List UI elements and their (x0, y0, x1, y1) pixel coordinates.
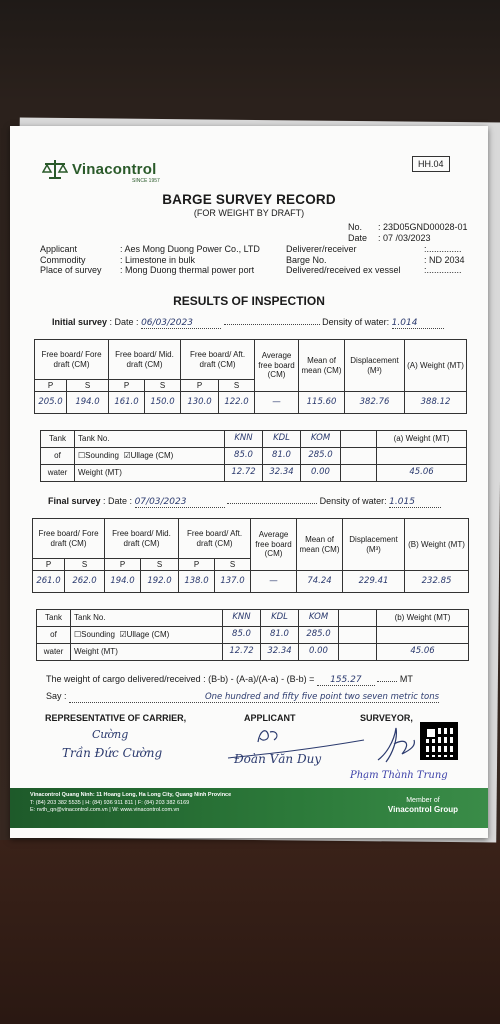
mean-of-mean-value: 115.60 (299, 392, 345, 414)
ullage-kom: 285.0 (301, 448, 341, 465)
mid-draft-header: Free board/ Mid. draft (CM) (105, 519, 179, 559)
brand-since: SINCE 1957 (132, 178, 160, 184)
weight-a-small-header: (a) Weight (MT) (377, 431, 467, 448)
carrier-name: Trần Đức Cường (62, 746, 163, 760)
final-density-label: Density of water: (319, 496, 387, 506)
of-label: of (37, 627, 71, 644)
weight-knn: 12.72 (225, 465, 263, 482)
initial-density-label: Density of water: (322, 317, 390, 327)
aft-s-value: 137.0 (215, 571, 251, 593)
info-labels (40, 244, 102, 276)
weight-b-header: (B) Weight (MT) (405, 519, 469, 571)
p-header: P (33, 559, 65, 571)
displacement-header: Displacement (M³) (343, 519, 405, 571)
water-label: water (41, 465, 75, 482)
weight-knn: 12.72 (223, 644, 261, 661)
tank-no-label: Tank No. (71, 610, 223, 627)
weight-mt-label: Weight (MT) (71, 644, 223, 661)
aft-p-value: 130.0 (181, 392, 219, 414)
weight-b-total: 45.06 (377, 644, 469, 661)
p-header: P (179, 559, 215, 571)
initial-density-value: 1.014 (392, 318, 444, 329)
tank-name-kdl: KDL (261, 610, 299, 627)
avg-freeboard-header: Average free board (CM) (255, 340, 299, 392)
weight-b-value: 232.85 (405, 571, 469, 593)
deliverer-label: Deliverer/receiver (286, 244, 357, 254)
initial-survey-line (52, 317, 444, 329)
footer-contact: E: nvth_qn@vinacontrol.com.vn | W: www.vinacontrol.com.vn (30, 807, 180, 813)
weight-kdl: 32.34 (263, 465, 301, 482)
s-header: S (219, 380, 255, 392)
commodity-value: : Limestone in bulk (120, 254, 196, 265)
p-header: P (105, 559, 141, 571)
result-dots (377, 681, 397, 682)
mid-s-value: 192.0 (141, 571, 179, 593)
mean-of-mean-header: Mean of mean (CM) (299, 340, 345, 392)
applicant-name: Đoàn Văn Duy (234, 752, 322, 766)
fore-s-value: 262.0 (65, 571, 105, 593)
applicant-sign-label: APPLICANT (244, 713, 296, 723)
footer-phones: T: (84) 203 382 5535 | H: (84) 936 911 811 | F: (84) 203 382 6169 (30, 799, 190, 806)
displacement-header: Displacement (M³) (345, 340, 405, 392)
ullage-checkbox: ☑Ullage (CM) (119, 630, 170, 640)
document-subtitle: (FOR WEIGHT BY DRAFT) (193, 208, 305, 218)
displacement-value: 229.41 (343, 571, 405, 593)
mid-s-value: 150.0 (145, 392, 181, 414)
s-header: S (67, 380, 109, 392)
initial-survey-label: Initial survey (52, 317, 108, 327)
final-draft-table (32, 518, 469, 593)
info-labels-right (286, 244, 401, 276)
surveyor-signature-mark (372, 720, 418, 766)
p-header: P (109, 380, 145, 392)
tank-name-kom: KOM (299, 610, 339, 627)
commodity-label: Commodity (40, 254, 86, 265)
result-line (46, 674, 413, 686)
weight-b-small-header: (b) Weight (MT) (377, 610, 469, 627)
mid-p-value: 161.0 (109, 392, 145, 414)
weight-mt-label: Weight (MT) (75, 465, 225, 482)
final-density-value: 1.015 (389, 497, 441, 508)
date-value: : 07 /03/2023 (378, 233, 431, 243)
initial-date-label: : Date : (109, 317, 139, 327)
s-header: S (65, 559, 105, 571)
ullage-knn: 85.0 (223, 627, 261, 644)
final-date-dots (227, 503, 317, 504)
s-header: S (141, 559, 179, 571)
mean-of-mean-header: Mean of mean (CM) (297, 519, 343, 571)
p-header: P (181, 380, 219, 392)
surveyor-sign-label: SURVEYOR, (360, 713, 413, 723)
tank-name-knn: KNN (223, 610, 261, 627)
carrier-rep-label: REPRESENTATIVE OF CARRIER, (45, 713, 187, 723)
fore-s-value: 194.0 (67, 392, 109, 414)
mid-p-value: 194.0 (105, 571, 141, 593)
member-of-label: Member of (406, 797, 440, 804)
document-title: BARGE SURVEY RECORD (162, 192, 336, 207)
initial-date-value: 06/03/2023 (141, 318, 221, 329)
avg-freeboard-value: — (251, 571, 297, 593)
date-label: Date (348, 233, 368, 243)
p-header: P (35, 380, 67, 392)
qr-code (420, 722, 458, 760)
tank-name-kom: KOM (301, 431, 341, 448)
footer-address: Vinacontrol Quang Ninh: 11 Hoang Long, Ha Long City, Quang Ninh Province (30, 792, 232, 798)
fore-draft-header: Free board/ Fore draft (CM) (33, 519, 105, 559)
delivered-value: :.............. (424, 265, 462, 275)
record-meta (348, 222, 468, 244)
avg-freeboard-value: — (255, 392, 299, 414)
final-tank-table (36, 609, 469, 661)
say-value: One hundred and fifty five point two seven metric tons (69, 692, 439, 703)
carrier-signature: Cường (92, 728, 129, 741)
ullage-kom: 285.0 (299, 627, 339, 644)
initial-draft-table (34, 339, 467, 414)
s-header: S (145, 380, 181, 392)
tank-label: Tank (37, 610, 71, 627)
tank-label: Tank (41, 431, 75, 448)
sounding-checkbox: ☐Sounding (74, 630, 115, 640)
mean-of-mean-value: 74.24 (297, 571, 343, 593)
survey-document (10, 126, 488, 838)
member-badge (388, 796, 458, 815)
info-values-right (424, 244, 465, 276)
aft-draft-header: Free board/ Aft. draft (CM) (179, 519, 251, 559)
ullage-kdl: 81.0 (261, 627, 299, 644)
no-value: : 23D05GND00028-01 (378, 222, 468, 232)
tank-name-knn: KNN (225, 431, 263, 448)
result-unit: MT (399, 674, 413, 684)
final-survey-line (48, 496, 441, 508)
tank-no-label: Tank No. (75, 431, 225, 448)
water-label: water (37, 644, 71, 661)
applicant-signature-line (226, 738, 366, 760)
initial-date-dots (224, 324, 320, 325)
brand-name: Vinacontrol (72, 160, 157, 178)
vinacontrol-logo (42, 158, 160, 184)
fore-draft-header: Free board/ Fore draft (CM) (35, 340, 109, 380)
aft-s-value: 122.0 (219, 392, 255, 414)
sounding-checkbox: ☐Sounding (78, 451, 119, 461)
place-label: Place of survey (40, 265, 102, 275)
surveyor-name: Phạm Thành Trung (350, 770, 448, 781)
avg-freeboard-header: Average free board (CM) (251, 519, 297, 571)
aft-p-value: 138.0 (179, 571, 215, 593)
info-values (120, 244, 260, 276)
member-group-label: Vinacontrol Group (387, 805, 458, 814)
say-line (46, 691, 439, 703)
barge-value: : ND 2034 (424, 254, 465, 265)
weight-kom: 0.00 (299, 644, 339, 661)
aft-draft-header: Free board/ Aft. draft (CM) (181, 340, 255, 380)
scales-logo-icon (42, 158, 68, 180)
weight-a-total: 45.06 (377, 465, 467, 482)
weight-kom: 0.00 (301, 465, 341, 482)
form-code: HH.04 (412, 156, 450, 172)
weight-a-value: 388.12 (405, 392, 467, 414)
ullage-kdl: 81.0 (263, 448, 301, 465)
results-title: RESULTS OF INSPECTION (173, 294, 325, 308)
say-label: Say : (46, 691, 67, 701)
weight-a-header: (A) Weight (MT) (405, 340, 467, 392)
ullage-checkbox: ☑Ullage (CM) (123, 451, 174, 461)
initial-tank-table (40, 430, 467, 482)
footer-band (10, 788, 488, 828)
of-label: of (41, 448, 75, 465)
weight-kdl: 32.34 (261, 644, 299, 661)
displacement-value: 382.76 (345, 392, 405, 414)
applicant-value: : Aes Mong Duong Power Co., LTD (120, 244, 260, 254)
applicant-label: Applicant (40, 244, 78, 254)
place-value: : Mong Duong thermal power port (120, 265, 255, 275)
result-value: 155.27 (317, 675, 375, 686)
mid-draft-header: Free board/ Mid. draft (CM) (109, 340, 181, 380)
deliverer-value: :.............. (424, 244, 462, 254)
s-header: S (215, 559, 251, 571)
ullage-knn: 85.0 (225, 448, 263, 465)
final-date-value: 07/03/2023 (135, 497, 225, 508)
no-label: No. (348, 222, 363, 232)
fore-p-value: 261.0 (33, 571, 65, 593)
fore-p-value: 205.0 (35, 392, 67, 414)
final-survey-label: Final survey (48, 496, 101, 506)
delivered-label: Delivered/received ex vessel (286, 265, 401, 275)
barge-label: Barge No. (286, 254, 327, 265)
tank-name-kdl: KDL (263, 431, 301, 448)
desk-background (0, 840, 500, 1024)
result-label: The weight of cargo delivered/received : (B-b) - (A-a)/(A-a) - (B-b) = (46, 674, 315, 684)
final-date-label: : Date : (103, 496, 133, 506)
